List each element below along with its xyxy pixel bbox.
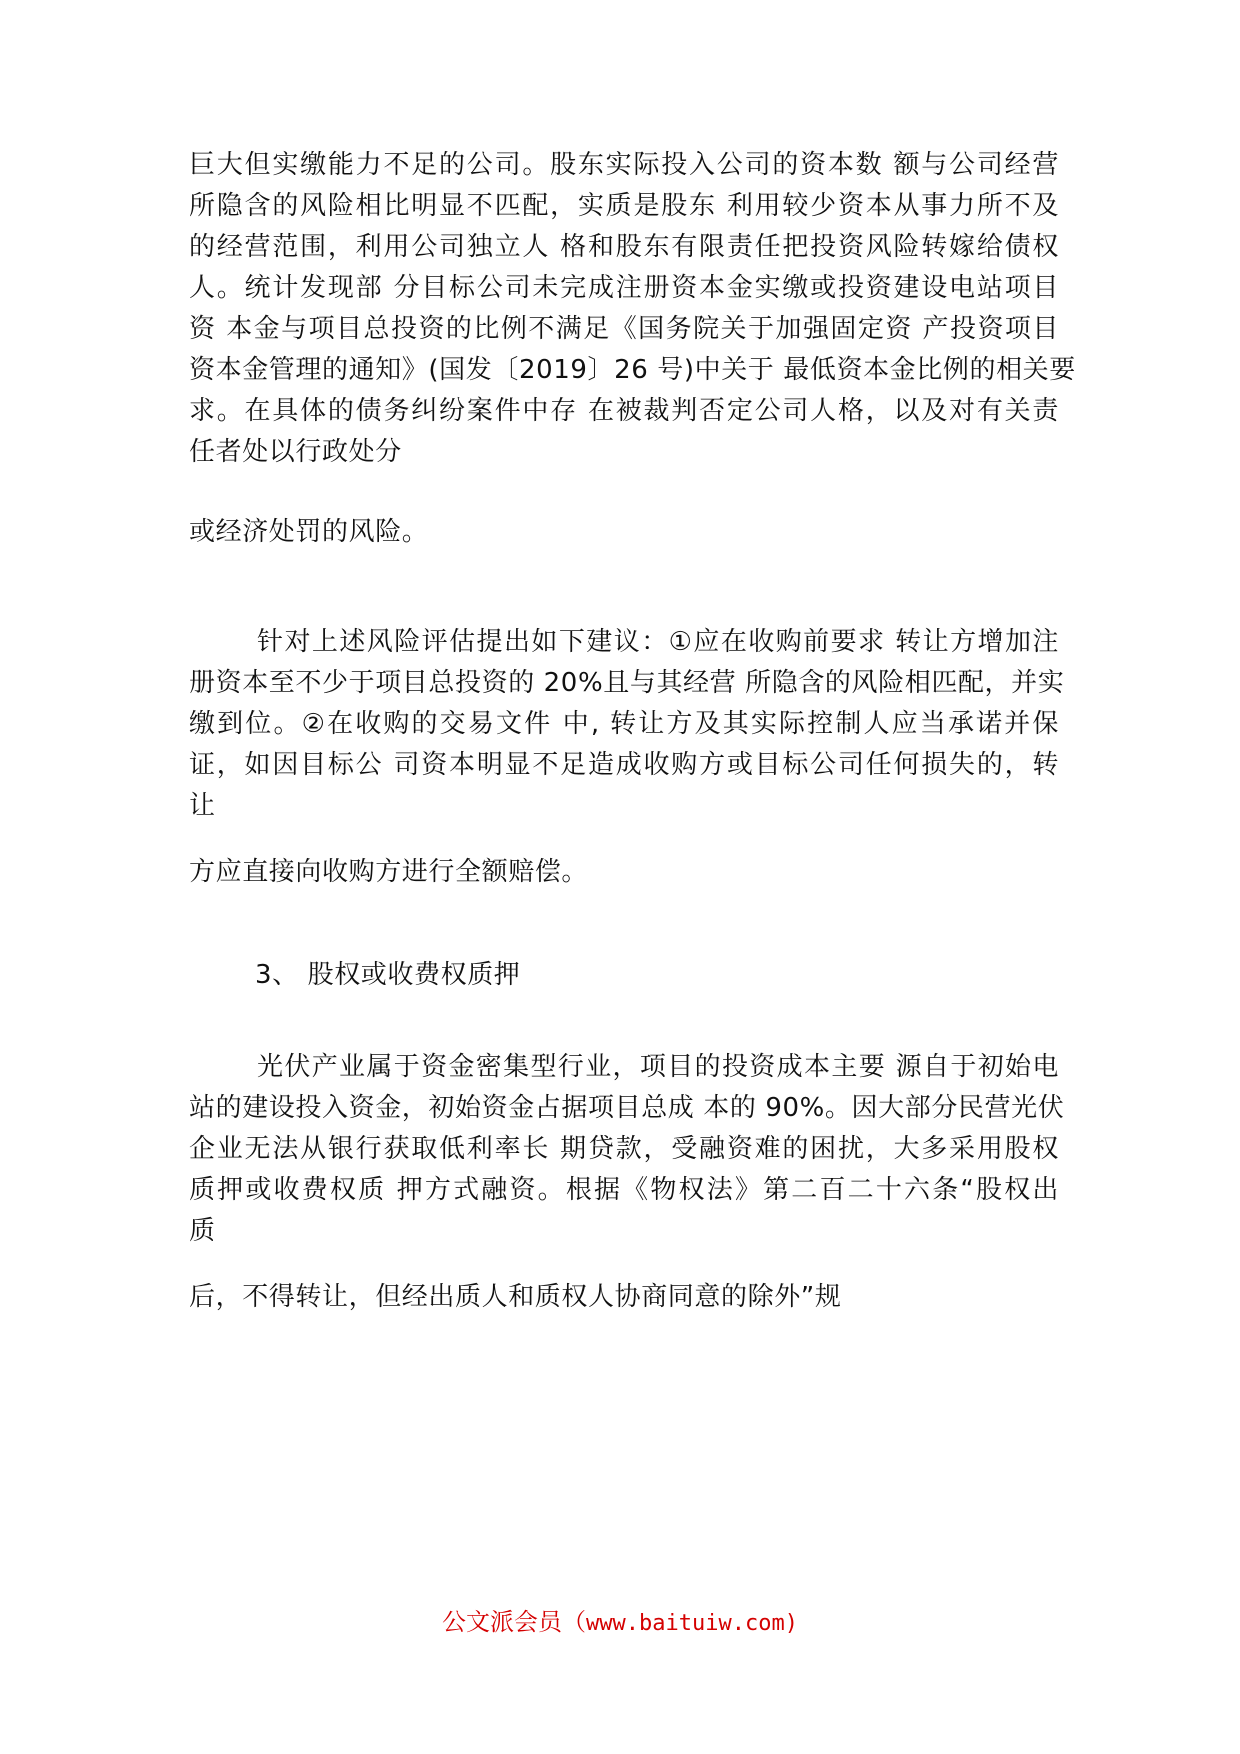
section-heading: 3、 股权或收费权质押 <box>255 960 521 990</box>
paragraph-line: 资 本金与项目总投资的比例不满足《国务院关于加强固定资 产投资项目 <box>189 314 1059 344</box>
paragraph-line: 的经营范围，利用公司独立人 格和股东有限责任把投资风险转嫁给债权 <box>189 232 1059 262</box>
paragraph-line: 针对上述风险评估提出如下建议：①应在收购前要求 转让方增加注 <box>257 627 1059 657</box>
paragraph-line: 证，如因目标公 司资本明显不足造成收购方或目标公司任何损失的，转 <box>189 750 1059 780</box>
paragraph-line: 求。在具体的债务纠纷案件中存 在被裁判否定公司人格，以及对有关责 <box>189 396 1059 426</box>
paragraph-recommendations <box>189 622 1065 827</box>
paragraph-line: 让 <box>189 791 216 821</box>
paragraph-line: 质押或收费权质 押方式融资。根据《物权法》第二百二十六条“股权出 <box>189 1175 1059 1205</box>
paragraph-line: 任者处以行政处分 <box>189 437 402 467</box>
footer-watermark <box>0 1605 1240 1641</box>
footer-close: ) <box>784 1611 798 1636</box>
paragraph-capital-risk-tail: 或经济处罚的风险。 <box>189 517 429 547</box>
paragraph-line: 站的建设投入资金，初始资金占据项目总成 本的 90%。因大部分民营光伏 <box>189 1093 1065 1123</box>
paragraph-line: 光伏产业属于资金密集型行业，项目的投资成本主要 源自于初始电 <box>257 1052 1059 1082</box>
paragraph-recommendations-tail: 方应直接向收购方进行全额赔偿。 <box>189 857 589 887</box>
paragraph-line: 巨大但实缴能力不足的公司。股东实际投入公司的资本数 额与公司经营 <box>189 150 1059 180</box>
paragraph-pledge <box>189 1047 1065 1252</box>
paragraph-line: 企业无法从银行获取低利率长 期贷款，受融资难的困扰，大多采用股权 <box>189 1134 1059 1164</box>
paragraph-line: 缴到位。②在收购的交易文件 中, 转让方及其实际控制人应当承诺并保 <box>189 709 1059 739</box>
paragraph-line: 资本金管理的通知》(国发〔2019〕26 号)中关于 最低资本金比例的相关要 <box>189 355 1076 385</box>
paragraph-line: 质 <box>189 1216 216 1246</box>
paragraph-line: 所隐含的风险相比明显不匹配，实质是股东 利用较少资本从事力所不及 <box>189 191 1059 221</box>
paragraph-line: 人。统计发现部 分目标公司未完成注册资本金实缴或投资建设电站项目 <box>189 273 1059 303</box>
paragraph-line: 册资本至不少于项目总投资的 20%且与其经营 所隐含的风险相匹配，并实 <box>189 668 1065 698</box>
paragraph-pledge-tail: 后，不得转让，但经出质人和质权人协商同意的除外”规 <box>189 1282 842 1312</box>
footer-url: www.baituiw.com <box>586 1611 785 1636</box>
footer-label: 公文派会员（ <box>442 1608 587 1636</box>
paragraph-capital-risk <box>189 145 1076 473</box>
